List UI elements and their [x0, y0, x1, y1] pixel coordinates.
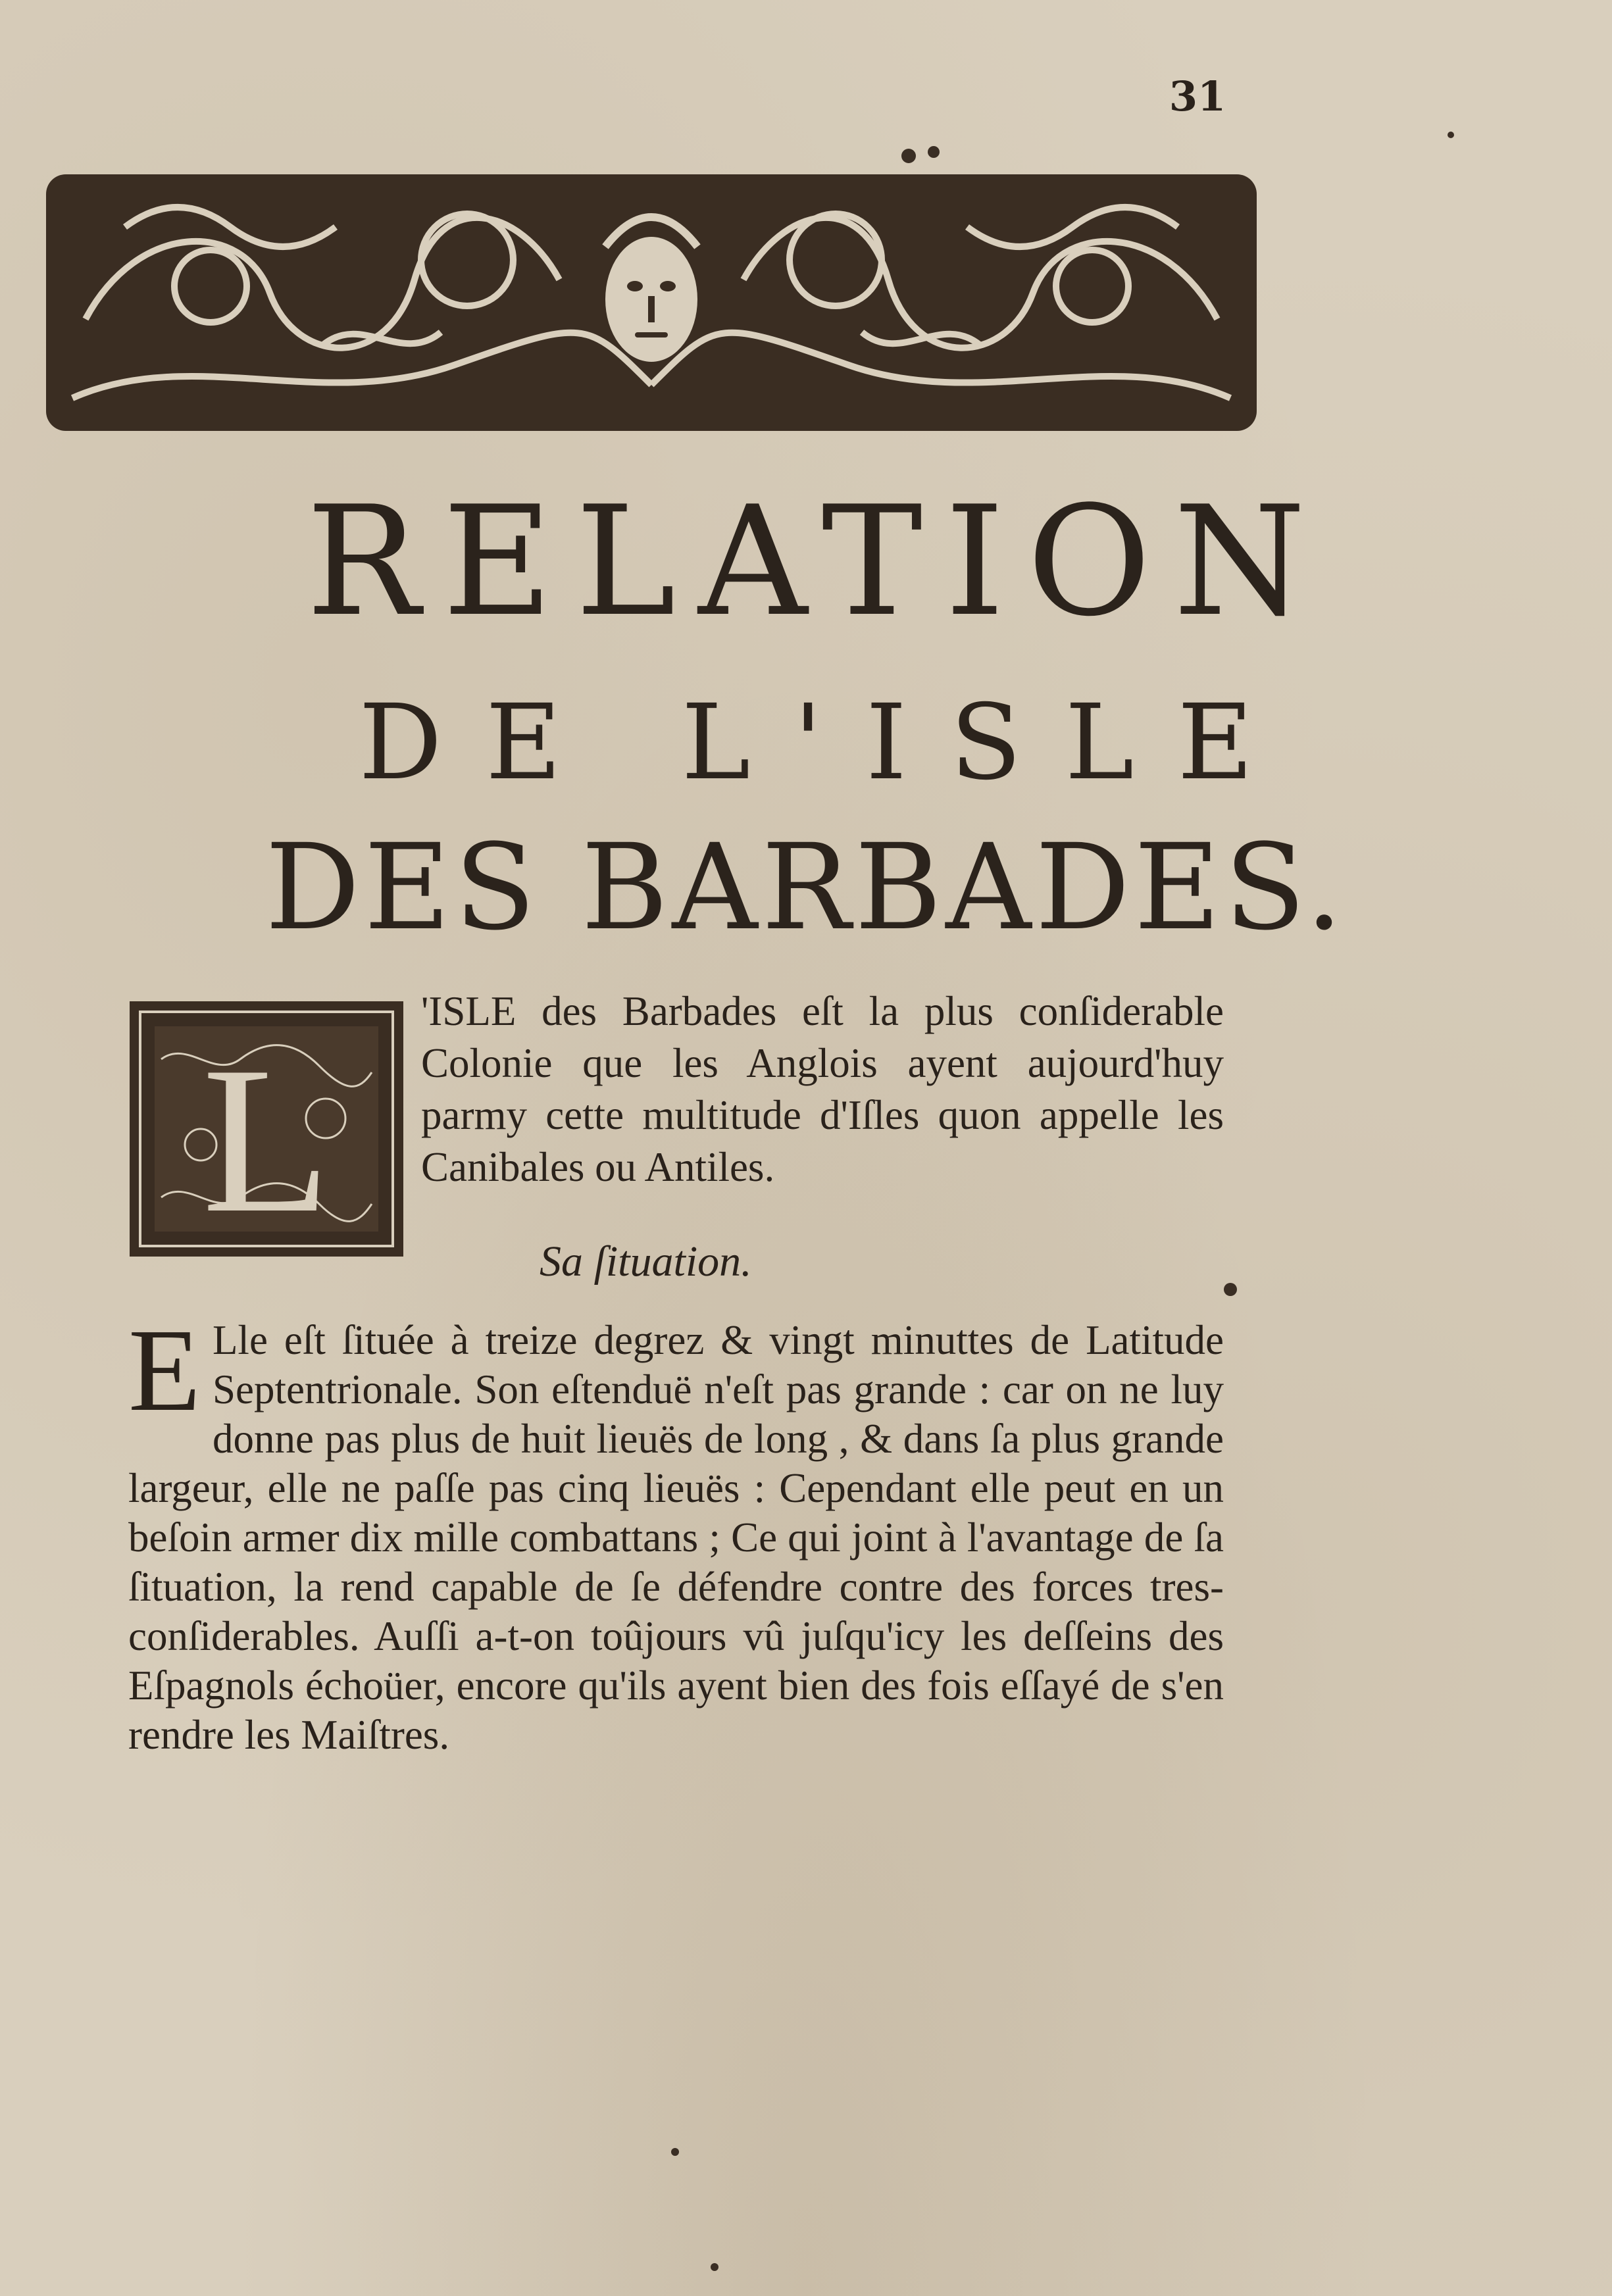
ink-spot	[671, 2148, 679, 2156]
drop-initial-e: E	[128, 1305, 201, 1435]
decorated-initial-l	[128, 1000, 405, 1258]
title-de-lisle: DE L'ISLE	[359, 682, 1297, 803]
title-des-barbades: DES BARBADES.	[264, 819, 1348, 957]
title-relation: RELATION	[306, 474, 1328, 650]
ink-spot	[928, 146, 940, 158]
initial-letter: L	[202, 1024, 331, 1257]
page-number: 31	[1169, 72, 1226, 120]
ink-spot	[901, 149, 916, 163]
intro-paragraph: 'ISLE des Barbades eſt la plus conſiderable Colonie que les Anglois ayent aujourd'huy parmy cette multitude d'Iſles quon appelle les Canibales ou Antiles.	[421, 988, 1224, 1190]
section-body	[128, 1305, 1224, 1760]
section-body-text: Lle eſt ſituée à treize degrez & vingt minuttes de Latitude Septentrionale. Son eſtenduë n'eſt pas grande : car on ne luy donne pas plus de huit lieuës de long , & dans ſa plus grande largeur, elle ne paſſe pas cinq lieuës : Cependant elle peut en un beſoin armer dix mille combattans ; Ce qui joint à l'avantage de ſa ſituation, la rend capable de ſe défendre contre des forces tres-conſiderables. Auſſi a-t-on toûjours vû juſqu'icy les deſſeins des Eſpagnols échoüer, encore qu'ils ayent bien des fois eſſayé de s'en rendre les Maiſtres.	[128, 1317, 1224, 1758]
ink-spot	[1448, 132, 1454, 138]
ink-spot	[711, 2263, 718, 2271]
ink-spot	[1224, 1283, 1237, 1296]
initial-frame-icon	[128, 1000, 405, 1258]
ornamental-headpiece-icon	[46, 148, 1257, 457]
section-heading: Sa ſituation.	[540, 1237, 752, 1285]
